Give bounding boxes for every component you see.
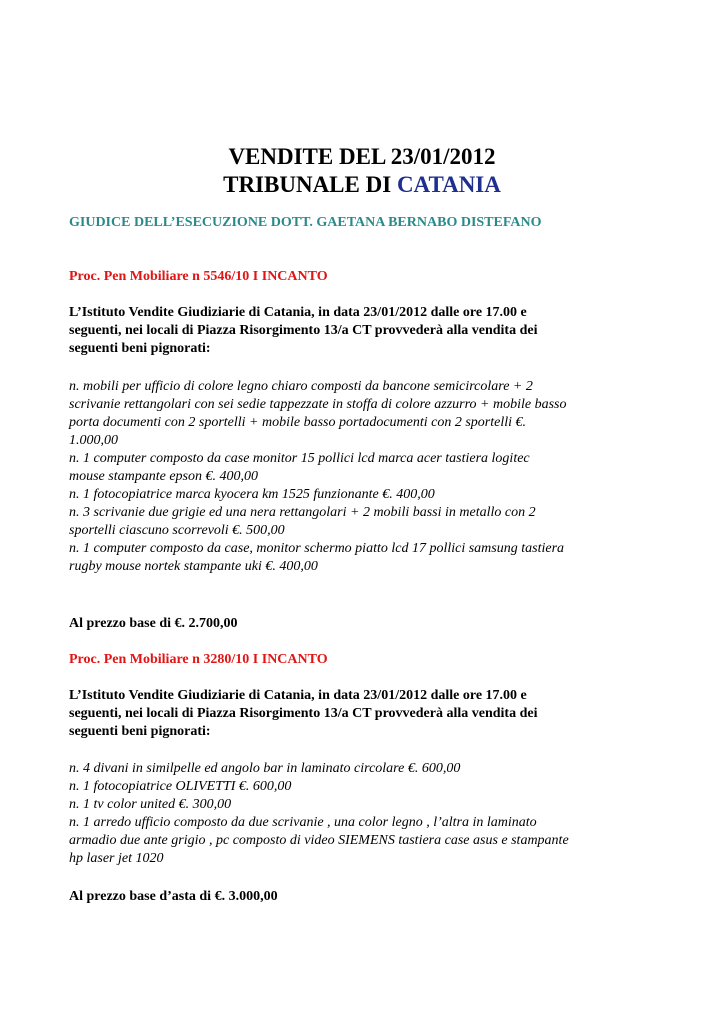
court-label: TRIBUNALE DI — [223, 172, 397, 197]
judge-heading: GIUDICE DELL’ESECUZIONE DOTT. GAETANA BERNABO DISTEFANO — [69, 215, 542, 230]
procedure-heading: Proc. Pen Mobiliare n 3280/10 I INCANTO — [69, 652, 328, 667]
item-line: n. 1 computer composto da case monitor 15 pollici lcd marca acer tastiera logitec — [69, 451, 530, 466]
intro-line: seguenti, nei locali di Piazza Risorgimento 13/a CT provvederà alla vendita dei — [69, 323, 538, 338]
item-line: n. 1 fotocopiatrice OLIVETTI €. 600,00 — [69, 779, 292, 794]
item-line: n. 4 divani in similpelle ed angolo bar in laminato circolare €. 600,00 — [69, 761, 461, 776]
intro-line: L’Istituto Vendite Giudiziarie di Catania, in data 23/01/2012 dalle ore 17.00 e — [69, 305, 527, 320]
procedure-heading: Proc. Pen Mobiliare n 5546/10 I INCANTO — [69, 269, 328, 284]
intro-line: seguenti beni pignorati: — [69, 341, 211, 356]
item-line: mouse stampante epson €. 400,00 — [69, 469, 258, 484]
item-line: rugby mouse nortek stampante uki €. 400,00 — [69, 559, 318, 574]
document-title: VENDITE DEL 23/01/2012 — [228, 144, 496, 169]
item-line: 1.000,00 — [69, 433, 118, 448]
item-line: n. 1 tv color united €. 300,00 — [69, 797, 232, 812]
court-city: CATANIA — [396, 172, 501, 197]
item-list — [69, 760, 659, 868]
item-line: porta documenti con 2 sportelli + mobile basso portadocumenti con 2 sportelli €. — [69, 415, 527, 430]
base-price: Al prezzo base di €. 2.700,00 — [69, 616, 238, 631]
item-line: n. 3 scrivanie due grigie ed una nera rettangolari + 2 mobili bassi in metallo con 2 — [69, 505, 536, 520]
item-line: n. mobili per ufficio di colore legno chiaro composti da bancone semicircolare + 2 — [69, 379, 533, 394]
sale-intro — [69, 304, 659, 358]
item-line: scrivanie rettangolari con sei sedie tappezzate in stoffa di colore azzurro + mobile basso — [69, 397, 567, 412]
sale-intro — [69, 687, 659, 741]
intro-line: seguenti beni pignorati: — [69, 724, 211, 739]
item-line: n. 1 arredo ufficio composto da due scrivanie , una color legno , l’altra in laminato — [69, 815, 537, 830]
document-subtitle — [0, 171, 724, 199]
item-list — [69, 378, 659, 576]
item-line: n. 1 computer composto da case, monitor schermo piatto lcd 17 pollici samsung tastiera — [69, 541, 565, 556]
intro-line: seguenti, nei locali di Piazza Risorgimento 13/a CT provvederà alla vendita dei — [69, 706, 538, 721]
intro-line: L’Istituto Vendite Giudiziarie di Catania, in data 23/01/2012 dalle ore 17.00 e — [69, 688, 527, 703]
item-line: n. 1 fotocopiatrice marca kyocera km 1525 funzionante €. 400,00 — [69, 487, 435, 502]
item-line: hp laser jet 1020 — [69, 851, 164, 866]
item-line: armadio due ante grigio , pc composto di video SIEMENS tastiera case asus e stampante — [69, 833, 569, 848]
item-line: sportelli ciascuno scorrevoli €. 500,00 — [69, 523, 285, 538]
base-price: Al prezzo base d’asta di €. 3.000,00 — [69, 889, 278, 904]
